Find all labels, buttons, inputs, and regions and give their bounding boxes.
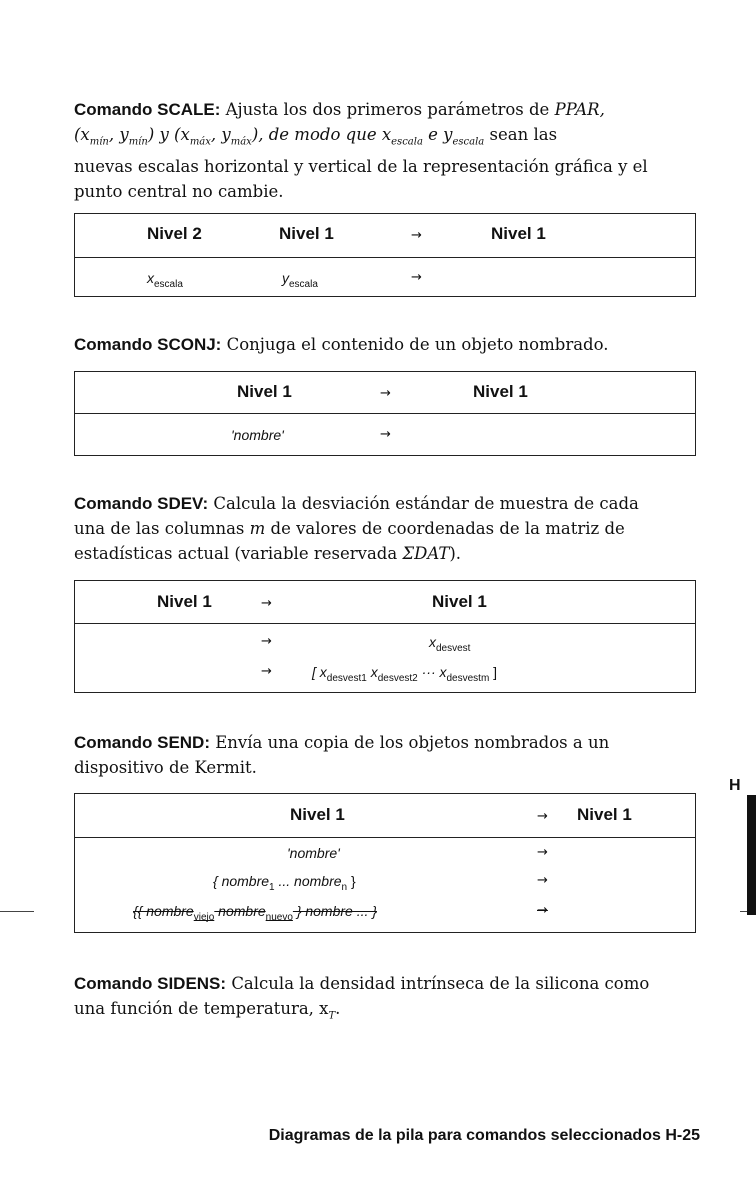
sdev-stack-table	[74, 580, 696, 693]
send-paragraph: Comando SEND: Envía una copia de los objetos nombrados a un dispositivo de Kermit.	[74, 733, 610, 777]
arrow-icon: →	[537, 845, 548, 860]
table-row: → $x_{desvest}$	[261, 634, 471, 654]
table-header: Nivel 1 → Nivel 1	[75, 794, 695, 838]
sdev-command-label: Comando SDEV:	[74, 494, 209, 513]
arrow-icon: →	[261, 596, 272, 611]
page-footer: Diagramas de la pila para comandos seleccionados H-25	[268, 1127, 700, 1144]
scale-line-3: nuevas escalas horizontal y vertical de la representación gráfica y el	[74, 157, 648, 177]
table-header: Nivel 1 → Nivel 1	[75, 372, 695, 414]
table-row: → [ $x_{desvest1}$ $x_{desvest2}$ ··· $x_{desvestm}$ ]	[261, 664, 498, 684]
sconj-paragraph: Comando SCONJ: Conjuga el contenido de un objeto nombrado.	[74, 335, 609, 354]
send-stack-table	[74, 793, 696, 933]
arrow-icon: →	[537, 903, 548, 918]
table-header: Nivel 1 → Nivel 1	[75, 581, 695, 624]
arrow-icon: →	[380, 386, 391, 401]
scale-line-1: Comando SCALE: Ajusta los dos primeros parámetros de PPAR,	[74, 100, 605, 119]
scale-paragraph	[74, 97, 694, 204]
table-row: {{ nombre$_{viejo}$ nombre$_{nuevo}$ } nombre ... } →	[133, 903, 548, 923]
scale-line-4: punto central no cambie.	[74, 182, 284, 202]
table-row: $x_{escala}$ $y_{escala}$ →	[147, 270, 422, 290]
table-header: Nivel 2 Nivel 1 → Nivel 1	[75, 214, 695, 258]
arrow-icon: →	[261, 664, 272, 679]
sconj-command-label: Comando SCONJ:	[74, 335, 222, 354]
arrow-icon: →	[261, 634, 272, 649]
table-row: 'nombre' →	[231, 427, 391, 443]
scale-command-label: Comando SCALE:	[74, 100, 221, 119]
table-row: 'nombre' →	[287, 845, 548, 861]
arrow-icon: →	[411, 270, 422, 285]
send-command-label: Comando SEND:	[74, 733, 210, 752]
scale-line-2: ($x_{mín}$, $y_{mín}$) y ($x_{máx}$, $y_{máx}$), de modo que $x_{escala}$ e $y_{escala}$ sean las	[74, 125, 558, 148]
sconj-stack-table	[74, 371, 696, 456]
table-row: { nombre$_1$ ... nombre$_n$ } →	[213, 873, 548, 893]
sidens-command-label: Comando SIDENS:	[74, 974, 227, 993]
scale-stack-table	[74, 213, 696, 297]
section-tab-letter: H	[729, 777, 741, 794]
section-tab-marker	[747, 795, 756, 915]
arrow-icon: →	[537, 873, 548, 888]
arrow-icon: →	[411, 228, 422, 243]
sdev-paragraph: Comando SDEV: Calcula la desviación estándar de muestra de cada una de las columnas m de valores de coordenadas de la matriz de estadísticas actual (variable reservada ΣDAT).	[74, 494, 639, 563]
sidens-paragraph: Comando SIDENS: Calcula la densidad intrínseca de la silicona como una función de temperatura, $x_T$.	[74, 974, 650, 1022]
edge-rule	[0, 911, 34, 912]
arrow-icon: →	[380, 427, 391, 442]
arrow-icon: →	[537, 809, 548, 824]
